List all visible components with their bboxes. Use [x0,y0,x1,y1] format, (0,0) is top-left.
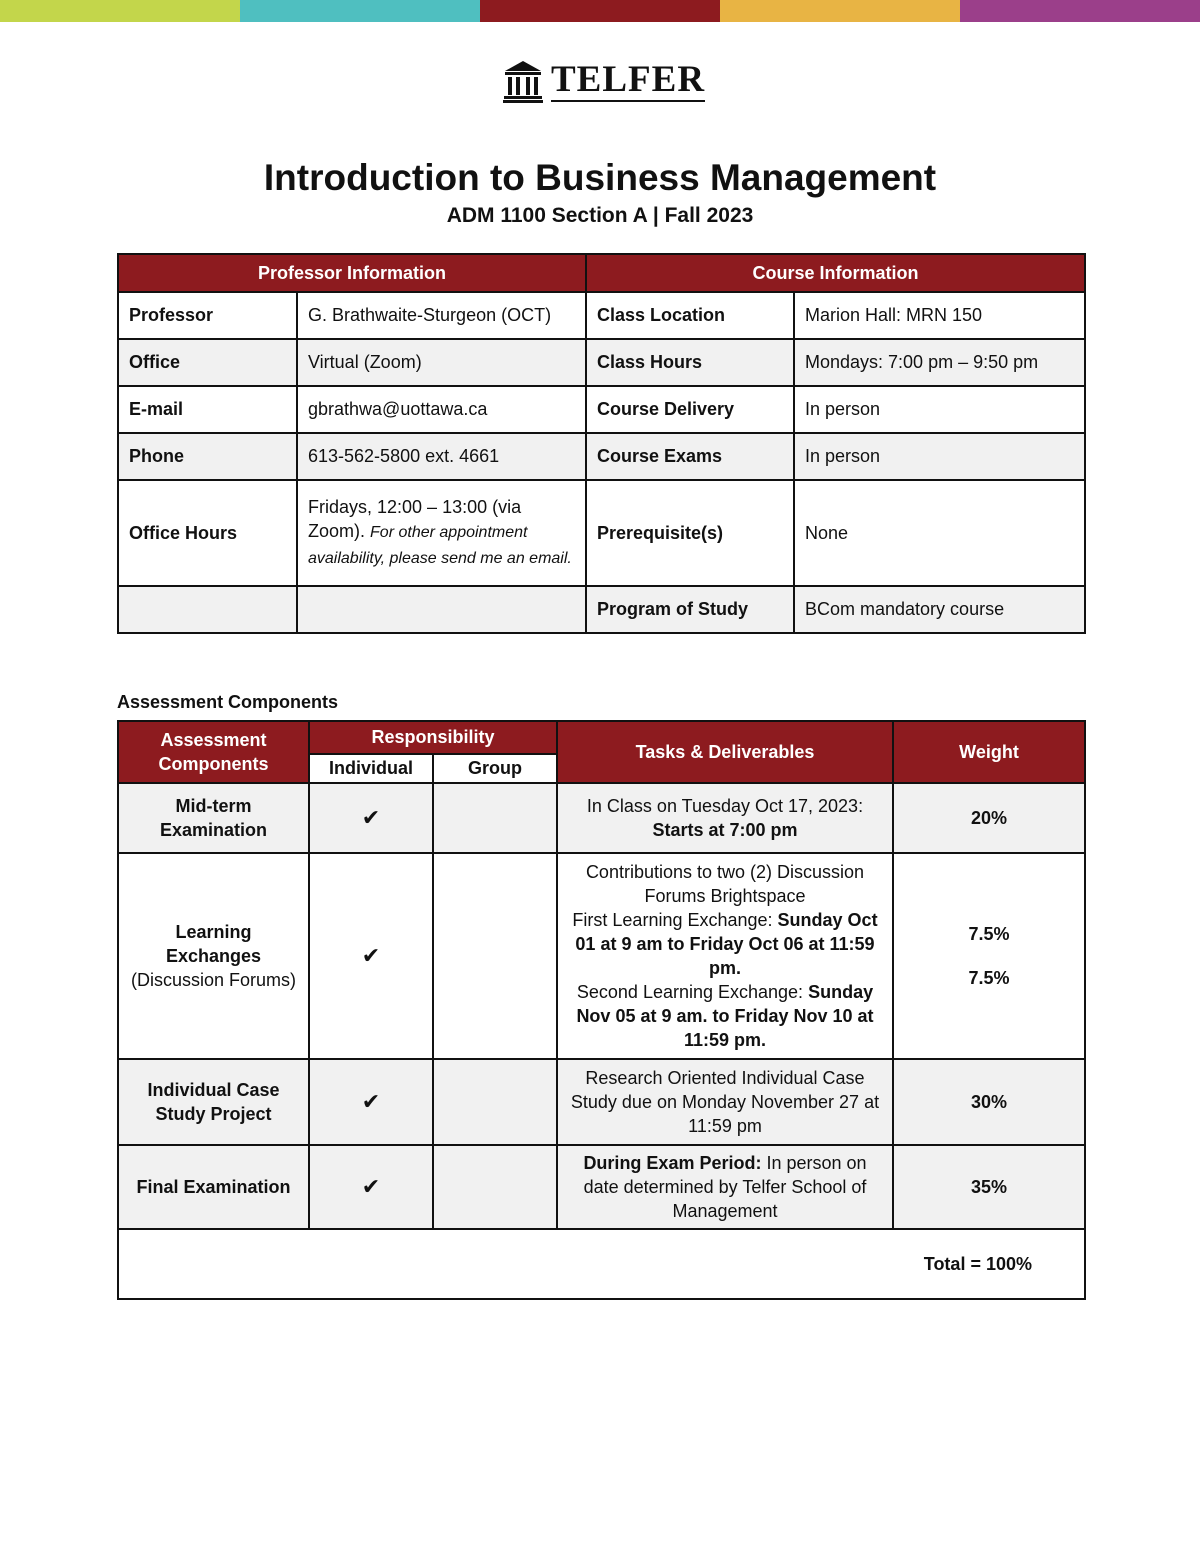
program-of-study-label: Program of Study [586,586,794,633]
assessment-table [117,720,1086,1300]
task-first-label: First Learning Exchange: [572,910,773,930]
weight-learning-exchanges [893,853,1085,1059]
task-midterm-line2: Starts at 7:00 pm [652,820,798,840]
professor-label: Professor [118,292,297,339]
office-hours-note: For other appointment availability, please send me an email. [308,524,572,567]
table-row [118,386,1085,433]
learning-exchanges-note: (Discussion Forums) [130,970,297,990]
task-final-label: During Exam Period: [583,1153,762,1173]
weight-case-study: 30% [893,1059,1085,1145]
weight-midterm: 20% [893,783,1085,853]
table-row [118,480,1085,586]
learning-exchanges-title: Learning Exchanges [165,922,262,966]
color-stripe-bar [0,0,1200,22]
task-second-label: Second Learning Exchange: [576,982,804,1002]
assessment-section-label: Assessment Components [117,692,339,712]
component-learning-exchanges [118,853,309,1059]
table-row [118,586,1085,633]
table-row [118,433,1085,480]
course-subtitle: ADM 1100 Section A | Fall 2023 [446,204,754,227]
info-table [117,253,1086,634]
course-delivery-label: Course Delivery [586,386,794,433]
office-value: Virtual (Zoom) [297,339,586,386]
office-label: Office [118,339,297,386]
stripe-red [480,0,720,22]
table-row [118,339,1085,386]
group-cell [433,783,557,853]
email-value[interactable]: gbrathwa@uottawa.ca [297,386,586,433]
component-case-study: Individual Case Study Project [118,1059,309,1145]
group-cell [433,1059,557,1145]
task-learning-exchanges [557,853,893,1059]
task-final-exam [557,1145,893,1229]
individual-check-icon: ✔ [309,1145,433,1229]
professor-value: G. Brathwaite-Sturgeon (OCT) [297,292,586,339]
table-row [118,1145,1085,1229]
weight-second: 7.5% [968,968,1010,988]
class-hours-label: Class Hours [586,339,794,386]
course-exams-value: In person [794,433,1085,480]
component-midterm: Mid-term Examination [118,783,309,853]
task-intro: Contributions to two (2) Discussion Forums Brightspace [585,862,865,906]
task-case-study: Research Oriented Individual Case Study due on Monday November 27 at 11:59 pm [557,1059,893,1145]
phone-value: 613-562-5800 ext. 4661 [297,433,586,480]
tasks-header: Tasks & Deliverables [557,721,893,783]
page-title: Introduction to Business Management [263,157,937,198]
stripe-gold [720,0,960,22]
table-row [118,292,1085,339]
component-final-exam: Final Examination [118,1145,309,1229]
prerequisites-value: None [794,480,1085,586]
task-midterm-line1: In Class on Tuesday Oct 17, 2023: [586,796,864,816]
stripe-purple [960,0,1200,22]
individual-header: Individual [309,754,433,783]
task-first-dates: Sunday Oct 01 at 9 am to Friday Oct 06 at 11:59 pm. [575,910,878,978]
office-hours-text: Fridays, 12:00 – 13:00 (via Zoom). [308,497,522,541]
office-hours-value [297,480,586,586]
class-location-value: Marion Hall: MRN 150 [794,292,1085,339]
course-info-heading: Course Information [586,254,1085,292]
class-hours-value: Mondays: 7:00 pm – 9:50 pm [794,339,1085,386]
components-header: Assessment Components [118,721,309,783]
individual-check-icon: ✔ [309,783,433,853]
total-row [118,1229,1085,1299]
class-location-label: Class Location [586,292,794,339]
responsibility-header: Responsibility [309,721,557,754]
individual-check-icon: ✔ [309,1059,433,1145]
weight-first: 7.5% [968,924,1010,944]
prerequisites-label: Prerequisite(s) [586,480,794,586]
table-row [118,783,1085,853]
empty-label [118,586,297,633]
task-final-rest: In person on date determined by Telfer School of Management [583,1153,867,1221]
email-label: E-mail [118,386,297,433]
individual-check-icon: ✔ [309,853,433,1059]
task-second-dates: Sunday Nov 05 at 9 am. to Friday Nov 10 at 11:59 pm. [576,982,874,1050]
stripe-teal [240,0,480,22]
group-header: Group [433,754,557,783]
weight-header: Weight [893,721,1085,783]
stripe-green [0,0,240,22]
weight-final-exam: 35% [893,1145,1085,1229]
group-cell [433,1145,557,1229]
empty-value [297,586,586,633]
task-midterm [557,783,893,853]
professor-info-heading: Professor Information [118,254,586,292]
office-hours-label: Office Hours [118,480,297,586]
phone-label: Phone [118,433,297,480]
program-of-study-value: BCom mandatory course [794,586,1085,633]
group-cell [433,853,557,1059]
course-delivery-value: In person [794,386,1085,433]
telfer-logo [503,59,705,103]
logo-text: TELFER [551,58,706,100]
table-row [118,1059,1085,1145]
total-weight: Total = 100% [118,1229,1085,1299]
table-row [118,853,1085,1059]
course-exams-label: Course Exams [586,433,794,480]
building-columns-icon [503,59,543,103]
